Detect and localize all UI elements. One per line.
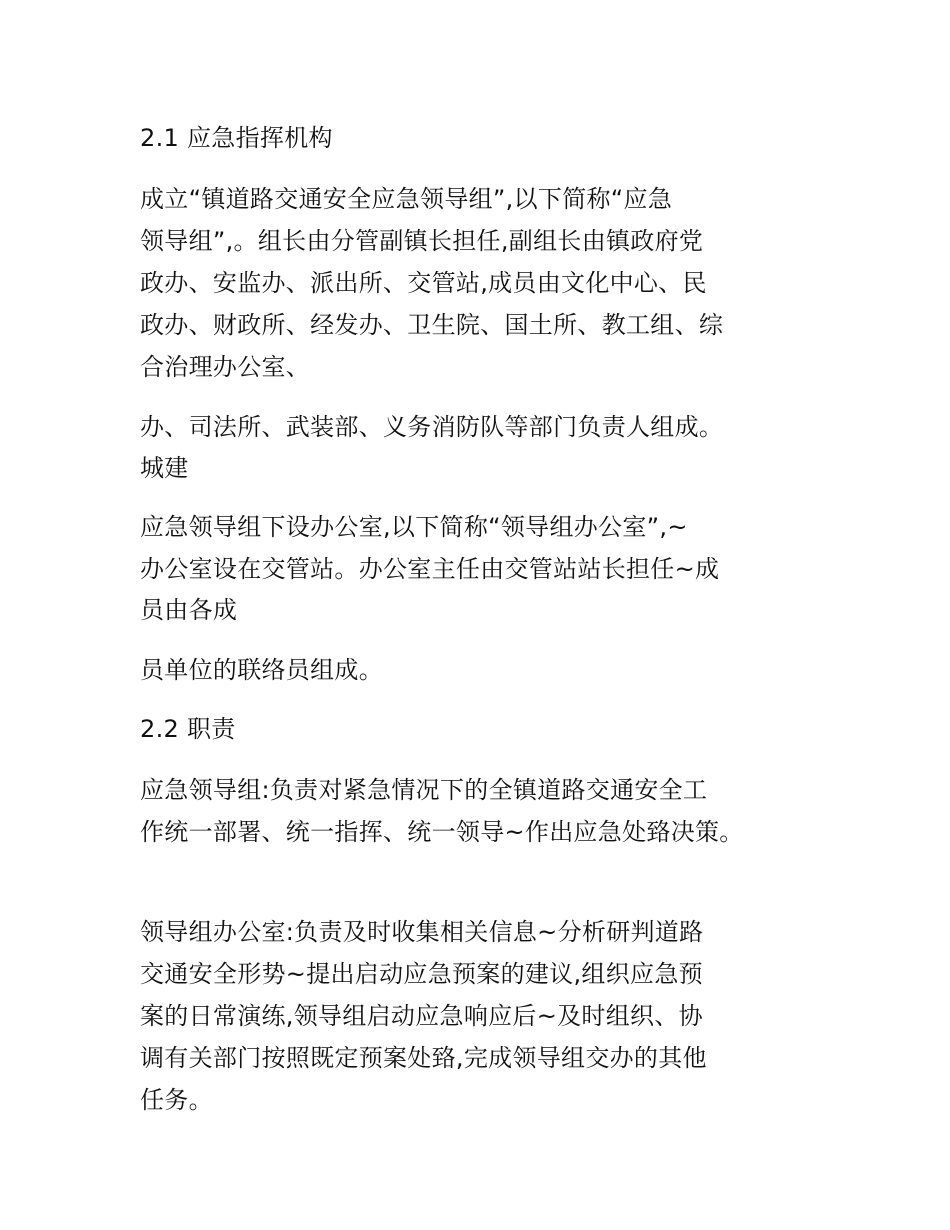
paragraph-line: 成立“镇道路交通安全应急领导组”,以下简称“应急 — [140, 185, 673, 213]
paragraph-line: 领导组”,。组长由分管副镇长担任,副组长由镇政府党 — [140, 227, 704, 255]
paragraph-line: 应急领导组下设办公室,以下简称“领导组办公室”,~ — [140, 513, 688, 541]
section-heading-2-1: 2.1 应急指挥机构 — [140, 124, 333, 152]
paragraph-line: 交通安全形势~提出启动应急预案的建议,组织应急预 — [140, 960, 703, 988]
paragraph-line: 城建 — [140, 454, 189, 482]
paragraph-line: 员由各成 — [140, 596, 238, 624]
paragraph-line: 政办、安监办、派出所、交管站,成员由文化中心、民 — [140, 269, 707, 297]
paragraph-line: 案的日常演练,领导组启动应急响应后~及时组织、协 — [140, 1002, 703, 1030]
paragraph-line: 作统一部署、统一指挥、统一领导~作出应急处臵决策。 — [140, 818, 744, 846]
paragraph-line: 领导组办公室:负责及时收集相关信息~分析研判道路 — [140, 918, 704, 946]
paragraph-line: 员单位的联络员组成。 — [140, 656, 383, 684]
section-heading-2-2: 2.2 职责 — [140, 715, 236, 743]
paragraph-line: 合治理办公室、 — [140, 353, 311, 381]
paragraph-line: 应急领导组:负责对紧急情况下的全镇道路交通安全工 — [140, 776, 708, 804]
paragraph-line: 办、司法所、武装部、义务消防队等部门负责人组成。 — [140, 413, 724, 441]
paragraph-line: 办公室设在交管站。办公室主任由交管站站长担任~成 — [140, 555, 720, 583]
paragraph-line: 调有关部门按照既定预案处臵,完成领导组交办的其他 — [140, 1044, 707, 1072]
paragraph-line: 政办、财政所、经发办、卫生院、国土所、教工组、综 — [140, 311, 724, 339]
paragraph-line: 任务。 — [140, 1086, 213, 1114]
